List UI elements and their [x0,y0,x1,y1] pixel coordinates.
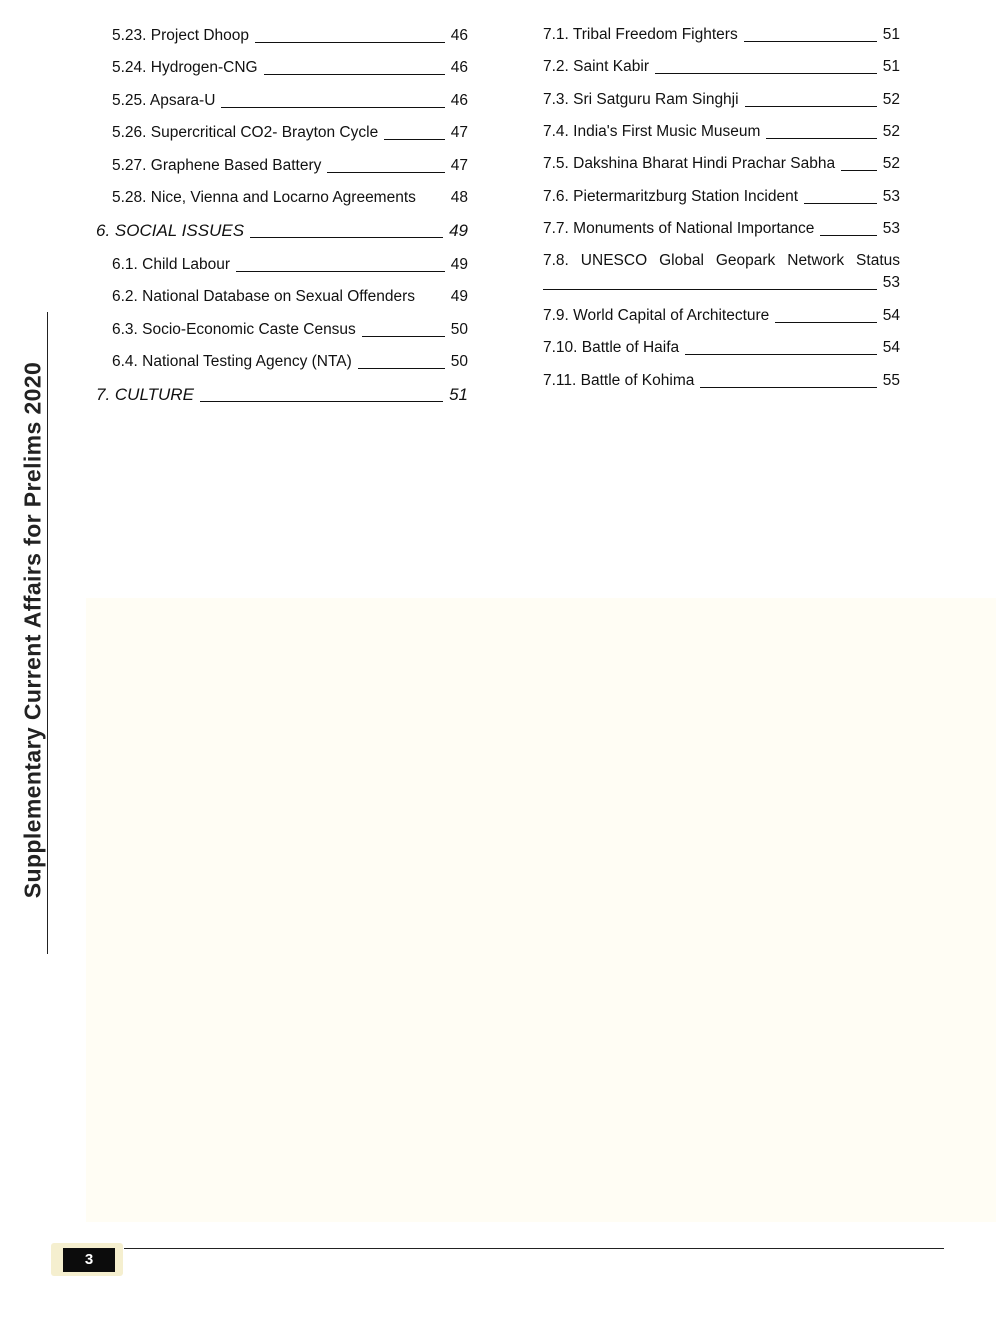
toc-entry-title: 7.9. World Capital of Architecture [543,307,770,324]
toc-entry[interactable] [96,156,468,176]
toc-leader-line [255,42,445,43]
toc-leader-line [775,322,876,323]
toc-leader-line [327,172,444,173]
toc-entry-page: 53 [882,220,900,237]
toc-section[interactable] [96,221,468,241]
toc-leader-line [250,237,443,238]
sidebar-title: Supplementary Current Affairs for Prelims 2020 [19,361,46,899]
toc-entry[interactable] [543,90,900,110]
footer-rule [124,1248,944,1249]
toc-section-page: 51 [449,385,468,404]
toc-entry-title: 6.4. National Testing Agency (NTA) [112,353,352,370]
toc-entry-page: 51 [882,58,900,75]
toc-section-title: 7. CULTURE [96,385,194,404]
toc-entry[interactable] [543,371,900,391]
toc-leader-line [358,368,445,369]
toc-entry[interactable] [96,287,468,307]
toc-section[interactable] [96,385,468,405]
toc-entry-title: 5.24. Hydrogen-CNG [112,59,258,76]
toc-entry-page: 50 [450,321,468,338]
toc-entry-title: 7.8. UNESCO Global Geopark Network Status [543,252,900,269]
toc-entry-title: 5.27. Graphene Based Battery [112,157,322,174]
toc-entry-title: 6.3. Socio-Economic Caste Census [112,321,356,338]
toc-entry-page: 46 [450,59,468,76]
toc-entry[interactable] [96,320,468,340]
toc-leader-line [820,235,876,236]
toc-entry-page: 51 [882,26,900,43]
toc-entry[interactable] [543,122,900,142]
toc-entry-title: 5.23. Project Dhoop [112,27,250,44]
toc-leader-line [804,203,877,204]
toc-section-title: 6. SOCIAL ISSUES [96,221,245,240]
toc-entry-page: 47 [450,157,468,174]
toc-leader-line [362,336,445,337]
toc-entry-page: 49 [450,256,468,273]
toc-entry-title: 7.5. Dakshina Bharat Hindi Prachar Sabha [543,155,836,172]
toc-entry-continuation [543,273,900,293]
toc-entry[interactable] [96,26,468,46]
toc-entry-page: 52 [882,155,900,172]
toc-entry-title: 5.26. Supercritical CO2- Brayton Cycle [112,124,379,141]
toc-leader-line [766,138,876,139]
toc-entry[interactable] [543,251,900,293]
toc-entry-title: 7.4. India's First Music Museum [543,123,761,140]
toc-entry-page: 46 [450,92,468,109]
page-number: 3 [63,1248,115,1272]
toc-entry[interactable] [543,306,900,326]
toc-leader-line [700,387,876,388]
toc-entry[interactable] [96,188,468,208]
toc-entry-title: 6.2. National Database on Sexual Offenders [112,288,416,305]
toc-leader-line [745,106,877,107]
toc-leader-line [200,401,443,402]
toc-entry-title: 7.2. Saint Kabir [543,58,649,75]
toc-entry[interactable] [543,25,900,45]
toc-entry-title: 7.6. Pietermaritzburg Station Incident [543,188,799,205]
toc-entry-page: 52 [882,91,900,108]
toc-leader-line [841,170,877,171]
toc-entry-page: 54 [882,339,900,356]
sidebar-rule [47,312,48,954]
toc-leader-line [221,107,444,108]
toc-entry[interactable] [543,154,900,174]
toc-entry-page: 53 [882,188,900,205]
toc-entry[interactable] [96,352,468,372]
toc-entry-page: 55 [882,372,900,389]
toc-entry[interactable] [543,219,900,239]
toc-entry-title: 7.11. Battle of Kohima [543,372,695,389]
toc-entry-title: 7.3. Sri Satguru Ram Singhji [543,91,739,108]
toc-entry-title: 5.25. Apsara-U [112,92,216,109]
toc-entry[interactable] [96,255,468,275]
toc-entry[interactable] [543,187,900,207]
toc-entry-title: 7.10. Battle of Haifa [543,339,680,356]
toc-entry[interactable] [96,123,468,143]
toc-leader-line [685,354,877,355]
toc-entry-page: 46 [450,27,468,44]
toc-entry-title: 7.1. Tribal Freedom Fighters [543,26,738,43]
toc-entry[interactable] [543,338,900,358]
toc-section-page: 49 [449,221,468,240]
toc-leader-line [236,271,445,272]
toc-entry-page: 49 [450,288,468,305]
toc-entry-page: 52 [882,123,900,140]
toc-leader-line [655,73,877,74]
toc-entry-page: 48 [450,189,468,206]
toc-entry-page: 50 [450,353,468,370]
toc-leader-line [264,74,445,75]
toc-entry-page: 54 [882,307,900,324]
toc-leader-line [384,139,445,140]
toc-entry-title: 7.7. Monuments of National Importance [543,220,815,237]
toc-entry[interactable] [96,58,468,78]
toc-entry[interactable] [96,91,468,111]
toc-entry-title: 5.28. Nice, Vienna and Locarno Agreements [112,189,416,206]
page-background-tint [86,598,996,1222]
toc-entry-page: 53 [882,274,900,291]
toc-leader-line [543,289,877,290]
toc-entry-title: 6.1. Child Labour [112,256,231,273]
toc-leader-line [744,41,877,42]
toc-entry[interactable] [543,57,900,77]
toc-entry-page: 47 [450,124,468,141]
